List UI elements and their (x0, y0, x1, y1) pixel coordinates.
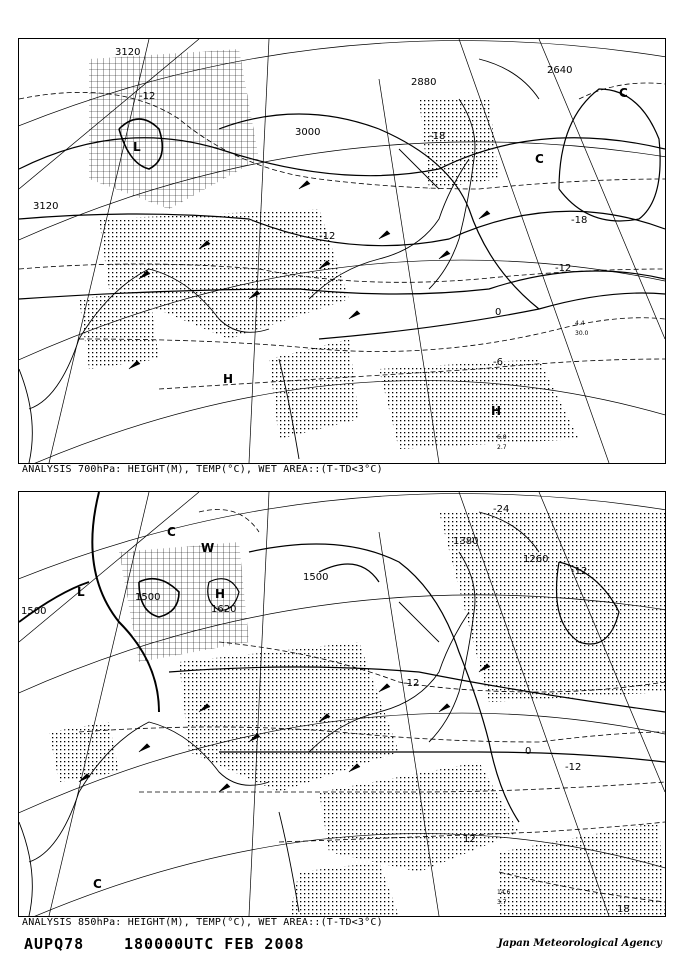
station-value-dewpoint: 2.7 (497, 444, 507, 451)
cold-center-northeast: C (619, 86, 628, 100)
temp-label-12-east: -12 (555, 263, 572, 274)
height-label-3120-west: 3120 (33, 201, 59, 212)
temp-label-24: -24 (493, 504, 510, 515)
agency-name: Japan Meteorological Agency (498, 938, 662, 949)
cold-center-east: C (535, 152, 544, 166)
high-center-west: H (223, 372, 234, 386)
wet-areas (79, 49, 579, 449)
height-label-2880: 2880 (411, 77, 437, 88)
cold-center-south: C (93, 877, 102, 891)
temp-label-0: 0 (525, 746, 532, 757)
height-label-1500-north: 1500 (303, 572, 329, 583)
height-label-1500-center: 1500 (135, 592, 161, 603)
station-value-dewpoint-east: 30.0 (575, 330, 589, 337)
station-value-temp: 6.0 (497, 434, 507, 441)
temp-label-12-southeast: -12 (565, 762, 582, 773)
low-center: L (77, 585, 85, 599)
temp-label-12-north: -12 (139, 91, 156, 102)
temp-label-12-south: 12 (463, 834, 476, 845)
temp-label-18-center: -18 (429, 131, 446, 142)
caption-700hpa: ANALYSIS 700hPa: HEIGHT(M), TEMP(°C), WET AREA::(T-TD<3°C) (22, 464, 383, 475)
valid-time: 180000UTC FEB 2008 (124, 935, 305, 953)
cold-center-north: C (167, 525, 176, 539)
station-value-dewpoint: 3.7 (497, 899, 507, 906)
map-850hpa-svg (19, 492, 665, 916)
height-label-1380: 1380 (453, 536, 479, 547)
station-value-temp: 14.6 (497, 889, 511, 896)
height-label-3120-north: 3120 (115, 47, 141, 58)
warm-center: W (201, 541, 215, 555)
temp-label-0: 0 (495, 307, 502, 318)
height-label-1620: 1620 (211, 604, 237, 615)
station-value-temp-east: 4.4 (575, 320, 585, 327)
product-id: AUPQ78 (24, 935, 85, 953)
high-center: H (215, 587, 226, 601)
height-label-2640: 2640 (547, 65, 573, 76)
caption-850hpa: ANALYSIS 850hPa: HEIGHT(M), TEMP(°C), WET AREA::(T-TD<3°C) (22, 917, 383, 928)
temp-label-12-center: -12 (403, 678, 420, 689)
map-700hpa-svg (19, 39, 665, 463)
high-center-east: H (491, 404, 502, 418)
height-label-3000: 3000 (295, 127, 321, 138)
map-panel-700hpa (18, 38, 666, 464)
map-panel-850hpa (18, 491, 666, 917)
temp-label-18: 18 (617, 904, 630, 915)
low-center: L (133, 140, 141, 154)
height-label-1260: 1260 (523, 554, 549, 565)
temp-label-12-east: -12 (571, 566, 588, 577)
height-label-1500-west: 1500 (21, 606, 47, 617)
temp-label-12-center: -12 (319, 231, 336, 242)
temp-label-6: -6 (493, 357, 503, 368)
temp-label-18-east: -18 (571, 215, 588, 226)
